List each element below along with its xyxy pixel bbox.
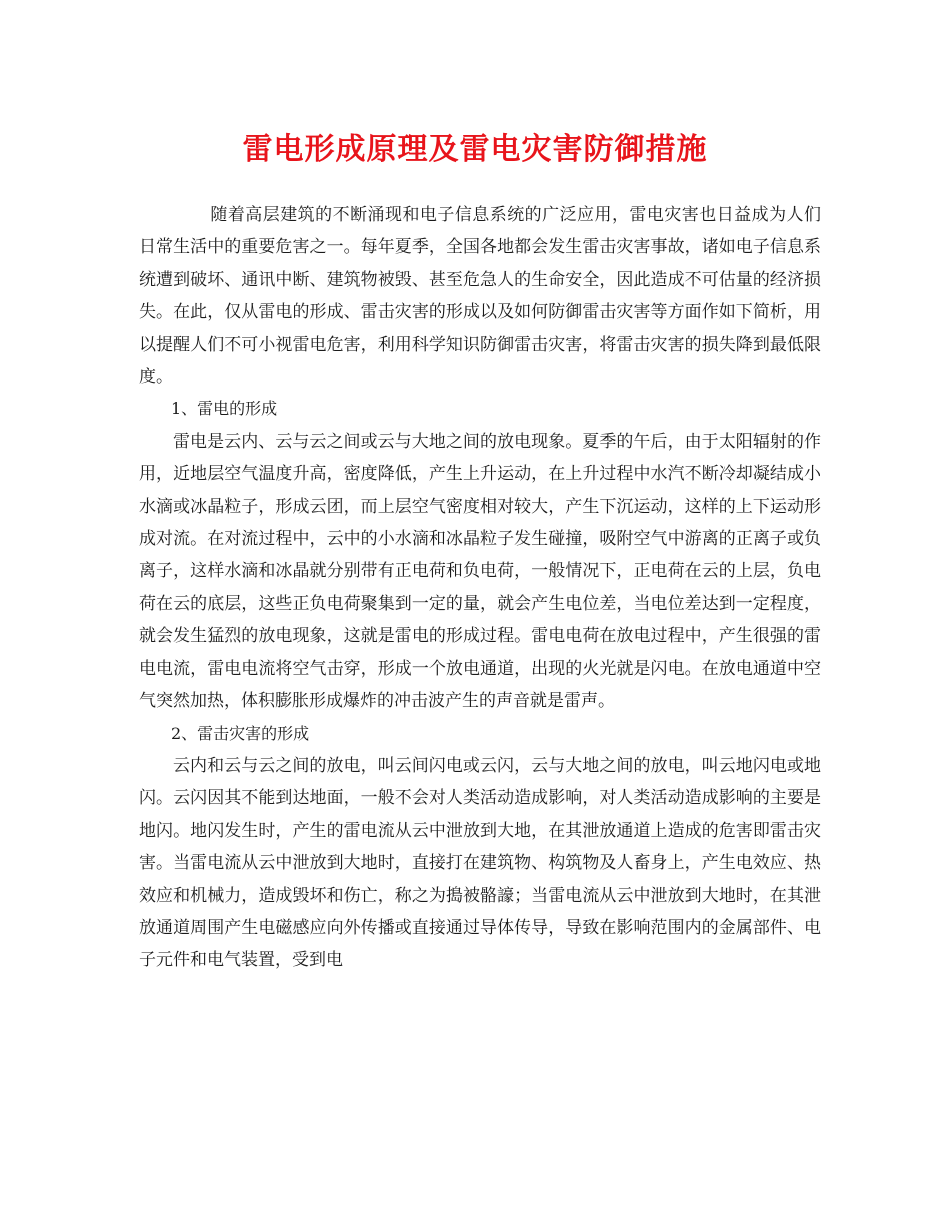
document-title: 雷电形成原理及雷电灾害防御措施	[242, 132, 708, 167]
document-body	[139, 199, 821, 977]
section-paragraph-lightning-formation: 雷电是云内、云与云之间或云与大地之间的放电现象。夏季的午后，由于太阳辐射的作用，近地层空气温度升高，密度降低，产生上升运动，在上升过程中水汽不断冷却凝结成小水滴或冰晶粒子，形成云团，而上层空气密度相对较大，产生下沉运动，这样的上下运动形成对流。在对流过程中，云中的小水滴和冰晶粒子发生碰撞，吸附空气中游离的正离子或负离子，这样水滴和冰晶就分别带有正电荷和负电荷，一般情况下，正电荷在云的上层，负电荷在云的底层，这些正负电荷聚集到一定的量，就会产生电位差，当电位差达到一定程度，就会发生猛烈的放电现象，这就是雷电的形成过程。雷电电荷在放电过程中，产生很强的雷电电流，雷电电流将空气击穿，形成一个放电通道，出现的火光就是闪电。在放电通道中空气突然加热，体积膨胀形成爆炸的冲击波产生的声音就是雷声。	[139, 431, 821, 712]
section-heading-lightning-formation: 1、雷电的形成	[171, 399, 278, 419]
section-paragraph-lightning-disaster: 云内和云与云之间的放电，叫云间闪电或云闪，云与大地之间的放电，叫云地闪电或地闪。云闪因其不能到达地面，一般不会对人类活动造成影响，对人类活动造成影响的主要是地闪。地闪发生时，产生的雷电流从云中泄放到大地，在其泄放通道上造成的危害即雷击灾害。当雷电流从云中泄放到大地时，直接打在建筑物、构筑物及人畜身上，产生电效应、热效应和机械力，造成毁坏和伤亡，称之为搗被骼譹；当雷电流从云中泄放到大地时，在其泄放通道周围产生电磁感应向外传播或直接通过导体传导，导致在影响范围内的金属部件、电子元件和电气装置，受到电	[139, 755, 821, 971]
section-heading-lightning-disaster: 2、雷击灾害的形成	[171, 723, 310, 743]
intro-paragraph: 随着高层建筑的不断涌现和电子信息系统的广泛应用，雷电灾害也日益成为人们日常生活中的重要危害之一。每年夏季，全国各地都会发生雷击灾害事故，诸如电子信息系统遭到破坏、通讯中断、建筑物被毁、甚至危急人的生命安全，因此造成不可估量的经济损失。在此，仅从雷电的形成、雷击灾害的形成以及如何防御雷击灾害等方面作如下简析，用以提醒人们不可小视雷电危害，利用科学知识防御雷击灾害，将雷击灾害的损失降到最低限度。	[139, 205, 821, 388]
